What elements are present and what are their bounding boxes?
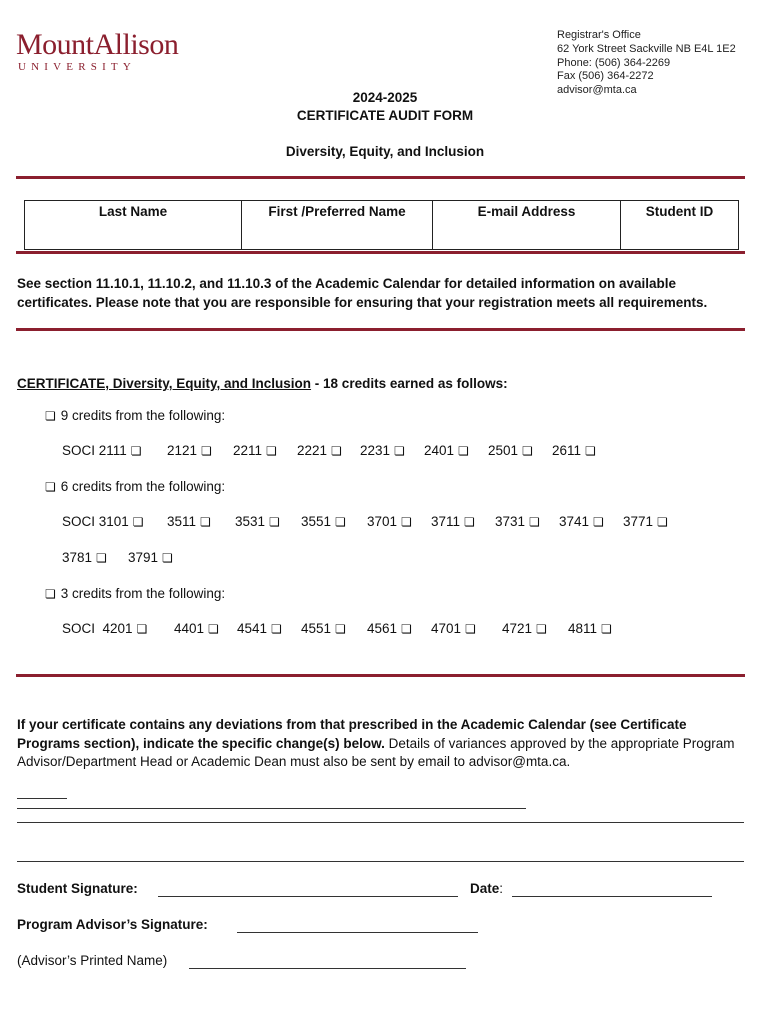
last-name-field[interactable] — [25, 201, 242, 250]
email-label: E-mail Address — [477, 204, 576, 219]
divider — [16, 328, 745, 331]
writing-line — [17, 798, 67, 799]
course-checkbox[interactable] — [233, 443, 277, 458]
course-checkbox[interactable] — [367, 621, 412, 636]
student-signature-field[interactable] — [158, 896, 458, 897]
group-label: 6 credits from the following: — [60, 479, 226, 494]
course-label: 4811 — [568, 621, 598, 636]
office-address: 62 York Street Sackville NB E4L 1E2 — [557, 42, 736, 55]
course-checkbox[interactable] — [360, 443, 405, 458]
course-label: 3791 — [128, 550, 159, 565]
course-label: 3531 — [235, 514, 266, 529]
course-checkbox[interactable] — [301, 514, 346, 529]
date-label — [470, 881, 503, 896]
course-checkbox[interactable] — [62, 621, 147, 636]
deviation-instructions — [17, 716, 745, 772]
course-label: 4541 — [237, 621, 268, 636]
first-name-label: First /Preferred Name — [268, 204, 406, 219]
group-label: 3 credits from the following: — [60, 586, 226, 601]
last-name-label: Last Name — [98, 204, 168, 219]
certificate-credits: - 18 credits earned as follows: — [311, 376, 508, 391]
course-label: 3741 — [559, 514, 590, 529]
advisor-signature-label: Program Advisor’s Signature: — [17, 917, 208, 932]
student-id-field[interactable] — [621, 201, 739, 250]
first-name-field[interactable] — [242, 201, 433, 250]
course-label: 2221 — [297, 443, 328, 458]
course-label: 3711 — [431, 514, 461, 529]
divider — [16, 176, 745, 179]
course-checkbox[interactable] — [167, 443, 212, 458]
course-label: SOCI 2111 — [62, 443, 127, 458]
course-checkbox[interactable] — [297, 443, 342, 458]
form-title: CERTIFICATE AUDIT FORM — [296, 108, 474, 123]
advisor-printed-name-field[interactable] — [189, 968, 466, 969]
deviation-details: Details of variances approved by the appropriate Program Advisor/Department Head or Academic Dean must also be sent by email to advisor@mta.ca. — [17, 735, 735, 769]
divider — [16, 251, 745, 254]
course-checkbox[interactable] — [167, 514, 211, 529]
advisor-printed-name-label: (Advisor’s Printed Name) — [17, 953, 168, 968]
form-subtitle: Diversity, Equity, and Inclusion — [285, 144, 485, 159]
course-label: 3511 — [167, 514, 197, 529]
course-checkbox[interactable] — [62, 550, 107, 565]
date-word: Date — [470, 881, 500, 896]
writing-line[interactable] — [17, 861, 744, 862]
course-checkbox[interactable] — [237, 621, 282, 636]
university-logo: MountAllison — [16, 28, 179, 61]
course-checkbox[interactable] — [552, 443, 596, 458]
group-6-credits[interactable] — [45, 479, 225, 494]
course-checkbox[interactable] — [488, 443, 533, 458]
course-label: 3731 — [495, 514, 526, 529]
deviation-bold: If your certificate contains any deviations from that prescribed in the Academic Calendar (see Certificate Programs section), indicate the specific change(s) below. — [17, 717, 687, 751]
certificate-name: CERTIFICATE, Diversity, Equity, and Inclusion — [17, 376, 312, 391]
course-checkbox[interactable] — [623, 514, 668, 529]
course-checkbox[interactable] — [235, 514, 280, 529]
course-label: 4551 — [301, 621, 332, 636]
group-9-credits[interactable] — [45, 408, 225, 423]
course-label: 2211 — [233, 443, 263, 458]
course-label: 2401 — [424, 443, 455, 458]
course-label: 2121 — [167, 443, 198, 458]
course-checkbox[interactable] — [301, 621, 346, 636]
office-phone: Phone: (506) 364-2269 — [557, 56, 671, 69]
course-checkbox[interactable] — [431, 621, 476, 636]
course-checkbox[interactable] — [424, 443, 469, 458]
course-checkbox[interactable] — [502, 621, 547, 636]
course-checkbox[interactable] — [62, 443, 142, 458]
course-label: 4701 — [431, 621, 462, 636]
course-label: 2611 — [552, 443, 582, 458]
course-label: 3551 — [301, 514, 332, 529]
course-label: 4721 — [502, 621, 533, 636]
course-checkbox[interactable] — [174, 621, 219, 636]
office-fax: Fax (506) 364-2272 — [557, 70, 654, 83]
course-label: SOCI 3101 — [62, 514, 129, 529]
date-field[interactable] — [512, 896, 712, 897]
course-checkbox[interactable] — [431, 514, 475, 529]
course-label: 3701 — [367, 514, 398, 529]
course-checkbox[interactable] — [568, 621, 612, 636]
student-id-label: Student ID — [645, 204, 714, 219]
course-label: 3771 — [623, 514, 654, 529]
course-checkbox[interactable] — [128, 550, 173, 565]
university-logo-subtitle: UNIVERSITY — [18, 61, 136, 73]
course-checkbox[interactable] — [367, 514, 412, 529]
student-signature-label: Student Signature: — [17, 881, 138, 896]
certificate-heading — [17, 375, 745, 394]
form-year: 2024-2025 — [352, 90, 418, 105]
student-info-table — [24, 200, 739, 250]
group-3-credits[interactable] — [45, 586, 225, 601]
divider — [16, 674, 745, 677]
course-label: 4401 — [174, 621, 205, 636]
course-label: 3781 — [62, 550, 93, 565]
group-label: 9 credits from the following: — [60, 408, 226, 423]
email-field[interactable] — [433, 201, 621, 250]
course-checkbox[interactable] — [495, 514, 540, 529]
advisor-signature-field[interactable] — [237, 932, 478, 933]
date-colon: : — [499, 881, 504, 896]
office-name: Registrar's Office — [557, 29, 641, 41]
course-checkbox[interactable] — [62, 514, 144, 529]
course-label: 4561 — [367, 621, 398, 636]
writing-line[interactable] — [17, 808, 526, 809]
notice-text: See section 11.10.1, 11.10.2, and 11.10.3 of the Academic Calendar for detailed information on available certificates. Please note that you are responsible for ensuring that your registration meets all requirements. — [17, 276, 708, 310]
course-label: 2231 — [360, 443, 391, 458]
writing-line[interactable] — [17, 822, 744, 823]
registrar-contact — [557, 29, 736, 98]
course-label: 2501 — [488, 443, 519, 458]
course-label: SOCI 4201 — [62, 621, 133, 636]
course-checkbox[interactable] — [559, 514, 604, 529]
office-email: advisor@mta.ca — [557, 84, 637, 97]
